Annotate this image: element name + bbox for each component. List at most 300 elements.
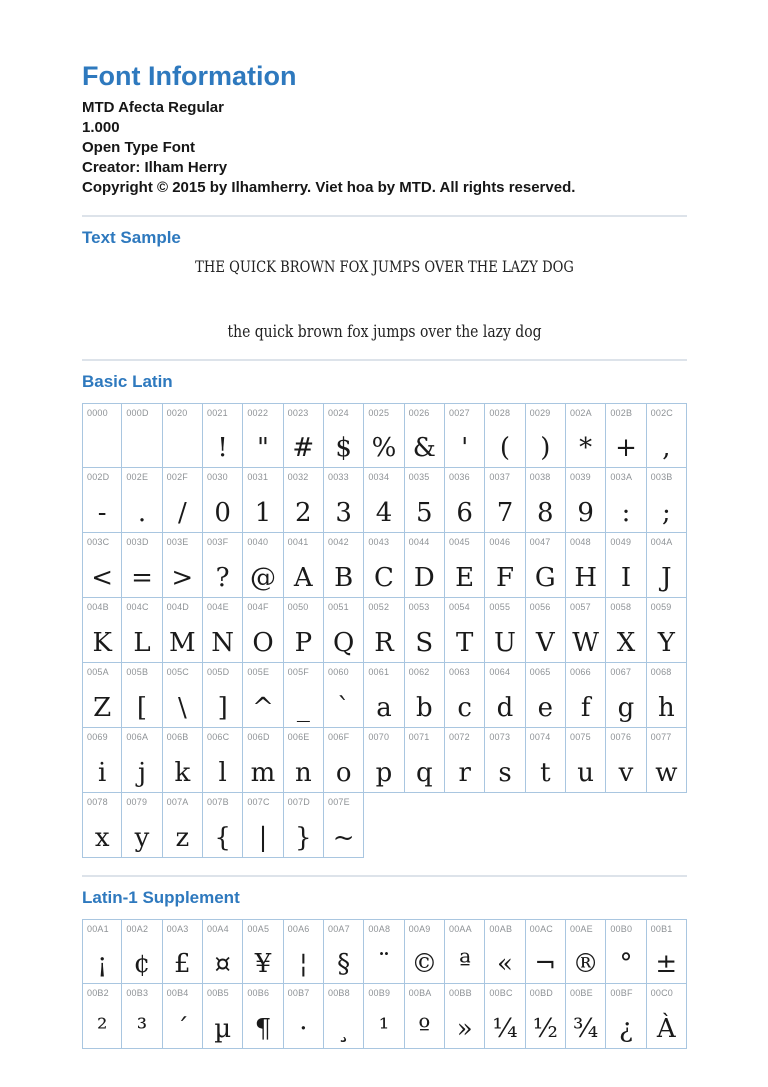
char-glyph: N [211, 628, 235, 658]
char-glyph: / [177, 498, 187, 528]
char-glyph: S [415, 628, 434, 658]
char-code: 0022 [247, 408, 269, 418]
char-cell [284, 663, 324, 728]
char-code: 0052 [368, 602, 390, 612]
char-glyph: \ [177, 693, 187, 723]
char-glyph: 3 [335, 498, 352, 528]
char-code: 00C0 [650, 988, 673, 998]
char-cell [445, 663, 485, 728]
char-glyph: ³ [136, 1014, 148, 1044]
char-code: 004C [126, 602, 149, 612]
char-code: 00B7 [287, 988, 310, 998]
char-code: 00B0 [610, 924, 633, 934]
char-glyph: ¬ [534, 949, 557, 979]
char-cell [284, 468, 324, 533]
char-code: 0065 [529, 667, 551, 677]
char-glyph: K [92, 628, 112, 658]
font-type: Open Type Font [82, 139, 196, 156]
char-code: 0032 [287, 472, 309, 482]
char-glyph: ± [655, 949, 678, 979]
char-code: 00BD [529, 988, 553, 998]
char-cell [324, 468, 364, 533]
char-code: 0027 [448, 408, 470, 418]
char-glyph: ¥ [254, 949, 272, 979]
char-code: 003B [650, 472, 673, 482]
char-cell [82, 793, 122, 858]
char-cell [243, 663, 283, 728]
char-code: 004D [166, 602, 189, 612]
char-code: 0074 [529, 732, 551, 742]
char-code: 0028 [489, 408, 511, 418]
char-glyph: R [374, 628, 394, 658]
char-glyph: § [337, 949, 351, 979]
char-cell [526, 403, 566, 468]
char-code: 006D [247, 732, 270, 742]
char-glyph: i [98, 758, 107, 788]
char-glyph: k [174, 758, 191, 788]
char-cell [82, 984, 122, 1049]
char-cell [647, 728, 687, 793]
char-glyph: À [656, 1014, 676, 1044]
char-cell [526, 533, 566, 598]
char-code: 0058 [610, 602, 632, 612]
char-glyph: J [661, 563, 672, 593]
char-glyph: z [175, 823, 190, 853]
char-cell [203, 793, 243, 858]
section-heading-basic-latin: Basic Latin [82, 372, 173, 391]
char-code: 005C [166, 667, 189, 677]
char-code: 00A5 [247, 924, 270, 934]
char-cell [243, 984, 283, 1049]
font-name: MTD Afecta Regular [82, 99, 224, 116]
char-glyph: = [131, 563, 153, 593]
char-cell [485, 598, 525, 663]
char-cell [163, 919, 203, 984]
char-glyph: $ [335, 433, 352, 463]
char-code: 007C [247, 797, 270, 807]
char-glyph: V [535, 628, 555, 658]
char-cell [163, 533, 203, 598]
char-cell [243, 919, 283, 984]
char-code: 0026 [408, 408, 430, 418]
char-cell [647, 919, 687, 984]
char-code: 0053 [408, 602, 430, 612]
char-code: 002C [650, 408, 673, 418]
char-glyph: u [577, 758, 595, 788]
char-code: 0067 [610, 667, 632, 677]
char-cell [566, 919, 606, 984]
char-glyph: @ [249, 563, 276, 593]
char-code: 007D [287, 797, 310, 807]
char-glyph: 0 [214, 498, 231, 528]
char-code: 007E [327, 797, 350, 807]
char-cell [485, 533, 525, 598]
char-glyph: Q [332, 628, 355, 658]
char-glyph: c [457, 693, 472, 723]
char-glyph: P [294, 628, 313, 658]
char-cell [526, 663, 566, 728]
char-code: 0078 [87, 797, 108, 807]
char-glyph: e [537, 693, 554, 723]
char-code: 005B [126, 667, 149, 677]
char-code: 00AA [448, 924, 472, 934]
char-glyph: : [621, 498, 631, 528]
char-glyph: µ [214, 1014, 232, 1044]
char-code: 006A [126, 732, 149, 742]
char-glyph: 6 [456, 498, 473, 528]
char-code: 0035 [408, 472, 430, 482]
char-glyph: - [97, 498, 107, 528]
char-cell [82, 533, 122, 598]
char-glyph: ^ [252, 693, 274, 723]
char-code: 0076 [610, 732, 632, 742]
char-cell [203, 403, 243, 468]
char-glyph: A [293, 563, 313, 593]
char-cell [243, 793, 283, 858]
char-code: 003D [126, 537, 149, 547]
char-glyph: _ [296, 693, 310, 723]
char-glyph: r [458, 758, 471, 788]
char-glyph: } [295, 823, 312, 853]
char-cell [82, 919, 122, 984]
char-glyph: Z [93, 693, 112, 723]
char-code: 004A [650, 537, 673, 547]
char-cell [122, 533, 162, 598]
divider [82, 215, 687, 217]
char-glyph: ² [96, 1014, 108, 1044]
char-glyph: £ [174, 949, 191, 979]
sample-text-lowercase: the quick brown fox jumps over the lazy dog [227, 322, 542, 342]
char-glyph: H [574, 563, 597, 593]
char-code: 0044 [408, 537, 430, 547]
char-glyph: W [572, 628, 600, 658]
char-code: 004F [247, 602, 269, 612]
char-code: 00AC [529, 924, 553, 934]
char-cell [203, 533, 243, 598]
char-code: 0060 [327, 667, 349, 677]
char-cell [122, 793, 162, 858]
char-code: 00B8 [327, 988, 350, 998]
char-glyph: , [662, 433, 671, 463]
char-code: 000D [126, 408, 149, 418]
char-cell [163, 403, 203, 468]
char-code: 00A7 [327, 924, 350, 934]
char-code: 0029 [529, 408, 551, 418]
char-glyph: X [616, 628, 636, 658]
char-code: 002F [166, 472, 188, 482]
section-heading-text-sample: Text Sample [82, 228, 181, 247]
char-code: 0072 [448, 732, 470, 742]
char-cell [284, 984, 324, 1049]
char-code: 006B [166, 732, 189, 742]
char-glyph: ! [217, 433, 228, 463]
char-code: 0068 [650, 667, 672, 677]
char-cell [405, 919, 445, 984]
char-code: 004B [87, 602, 109, 612]
char-code: 007B [206, 797, 229, 807]
char-glyph: 5 [416, 498, 433, 528]
char-glyph: ? [215, 563, 230, 593]
char-glyph: y [134, 823, 150, 853]
char-glyph: ½ [532, 1014, 558, 1044]
char-cell [405, 598, 445, 663]
char-code: 0059 [650, 602, 672, 612]
char-cell [203, 919, 243, 984]
char-cell [122, 984, 162, 1049]
char-code: 0037 [489, 472, 511, 482]
char-glyph: ¦ [298, 949, 308, 979]
font-version: 1.000 [82, 119, 120, 136]
char-code: 0054 [448, 602, 470, 612]
char-cell [203, 468, 243, 533]
char-code: 0063 [448, 667, 470, 677]
char-cell [445, 919, 485, 984]
char-glyph: · [299, 1014, 308, 1044]
char-glyph: F [495, 563, 515, 593]
char-code: 0036 [448, 472, 470, 482]
char-cell [445, 984, 485, 1049]
char-cell [566, 728, 606, 793]
char-cell [163, 793, 203, 858]
char-cell [566, 663, 606, 728]
char-glyph: ¼ [492, 1014, 518, 1044]
char-code: 005E [247, 667, 270, 677]
char-cell [606, 468, 646, 533]
char-glyph: T [455, 628, 474, 658]
char-code: 00BE [569, 988, 593, 998]
char-glyph: ¾ [573, 1014, 599, 1044]
char-code: 005D [206, 667, 230, 677]
char-code: 003E [166, 537, 189, 547]
char-glyph: ¡ [96, 949, 108, 979]
char-cell [324, 533, 364, 598]
char-cell [243, 403, 283, 468]
divider [82, 359, 687, 361]
char-code: 007A [166, 797, 189, 807]
char-glyph: % [371, 433, 397, 463]
char-cell [485, 919, 525, 984]
char-glyph: * [579, 433, 593, 463]
char-glyph: b [415, 693, 433, 723]
char-cell [122, 468, 162, 533]
char-code: 003A [610, 472, 633, 482]
char-glyph: I [620, 563, 632, 593]
char-cell [82, 403, 122, 468]
char-glyph [83, 419, 121, 467]
char-glyph: ¤ [214, 949, 231, 979]
char-code: 004E [206, 602, 229, 612]
char-cell [647, 533, 687, 598]
char-code: 0025 [368, 408, 390, 418]
char-glyph: ` [337, 693, 351, 723]
page-title: Font Information [82, 61, 297, 91]
char-cell [566, 468, 606, 533]
char-glyph [122, 419, 161, 467]
char-code: 0034 [368, 472, 390, 482]
char-cell [606, 533, 646, 598]
char-glyph: ) [540, 433, 551, 463]
char-cell [243, 728, 283, 793]
char-cell [324, 403, 364, 468]
char-code: 0062 [408, 667, 430, 677]
char-code: 003F [206, 537, 229, 547]
sample-text-uppercase: THE QUICK BROWN FOX JUMPS OVER THE LAZY DOG [195, 257, 574, 276]
char-cell [122, 663, 162, 728]
char-cell [163, 728, 203, 793]
char-cell [364, 533, 404, 598]
char-glyph: E [455, 563, 475, 593]
char-glyph: L [133, 628, 151, 658]
char-glyph: 4 [375, 498, 393, 528]
char-code: 005A [87, 667, 109, 677]
char-glyph: " [257, 433, 269, 463]
char-cell [324, 984, 364, 1049]
char-cell [203, 598, 243, 663]
char-cell [364, 728, 404, 793]
char-cell [485, 984, 525, 1049]
char-cell [284, 403, 324, 468]
char-glyph: | [258, 823, 268, 853]
char-cell [606, 984, 646, 1049]
char-code: 0040 [247, 537, 269, 547]
char-cell [445, 533, 485, 598]
char-code: 0031 [247, 472, 269, 482]
char-code: 0057 [569, 602, 591, 612]
char-code: 002B [610, 408, 633, 418]
char-glyph: M [169, 628, 196, 658]
char-code: 00B6 [247, 988, 270, 998]
char-code: 0050 [287, 602, 309, 612]
char-code: 0043 [368, 537, 390, 547]
char-cell [566, 533, 606, 598]
char-cell [526, 468, 566, 533]
char-glyph: ' [461, 433, 469, 463]
char-cell [203, 663, 243, 728]
char-glyph: f [580, 693, 591, 723]
char-cell [566, 984, 606, 1049]
char-code: 0021 [206, 408, 228, 418]
char-cell [485, 728, 525, 793]
font-copyright: Copyright © 2015 by Ilhamherry. Viet hoa by MTD. All rights reserved. [82, 179, 576, 196]
char-cell [122, 403, 162, 468]
char-cell [284, 919, 324, 984]
char-cell [324, 919, 364, 984]
char-cell [526, 728, 566, 793]
char-code: 0055 [489, 602, 511, 612]
char-code: 0049 [610, 537, 632, 547]
char-glyph: > [171, 563, 194, 593]
char-glyph: Y [657, 628, 675, 658]
char-glyph: & [412, 433, 436, 463]
char-code: 00AB [489, 924, 513, 934]
char-code: 00A6 [287, 924, 310, 934]
char-glyph: < [91, 563, 114, 593]
char-glyph: « [497, 949, 513, 979]
char-code: 0070 [368, 732, 390, 742]
char-glyph: ® [572, 949, 599, 979]
char-code: 005F [287, 667, 309, 677]
char-code: 0075 [569, 732, 591, 742]
char-cell [324, 728, 364, 793]
char-code: 00B3 [126, 988, 149, 998]
char-cell [405, 533, 445, 598]
char-glyph: 8 [537, 498, 554, 528]
char-glyph: ~ [332, 823, 355, 853]
char-code: 0038 [529, 472, 551, 482]
char-glyph: B [334, 563, 354, 593]
char-cell [606, 919, 646, 984]
char-cell [485, 663, 525, 728]
char-glyph: 7 [496, 498, 514, 528]
char-glyph: x [94, 823, 110, 853]
char-cell [364, 919, 404, 984]
char-glyph: ´ [175, 1014, 189, 1044]
char-code: 00A3 [166, 924, 189, 934]
char-glyph: . [137, 498, 147, 528]
char-code: 00A4 [206, 924, 229, 934]
char-code: 0033 [327, 472, 349, 482]
char-code: 00A8 [368, 924, 391, 934]
char-cell [243, 533, 283, 598]
char-glyph: ¸ [337, 1014, 351, 1044]
char-code: 00B9 [368, 988, 391, 998]
char-cell [526, 984, 566, 1049]
char-cell [526, 598, 566, 663]
char-glyph: » [456, 1014, 473, 1044]
char-code: 0066 [569, 667, 591, 677]
char-code: 00B2 [87, 988, 109, 998]
char-glyph: ª [458, 949, 471, 979]
char-code: 003C [87, 537, 110, 547]
char-cell [364, 598, 404, 663]
char-glyph: D [413, 563, 435, 593]
char-glyph: g [617, 693, 635, 723]
char-cell [647, 984, 687, 1049]
char-glyph: ¨ [377, 949, 391, 979]
char-code: 006C [206, 732, 230, 742]
char-cell [606, 663, 646, 728]
char-cell [324, 793, 364, 858]
char-glyph: © [411, 949, 438, 979]
char-cell [606, 728, 646, 793]
char-code: 00A9 [408, 924, 431, 934]
char-cell [485, 468, 525, 533]
char-glyph: p [375, 758, 393, 788]
char-cell [82, 598, 122, 663]
char-cell [163, 984, 203, 1049]
char-cell [606, 598, 646, 663]
char-cell [82, 468, 122, 533]
char-code: 0079 [126, 797, 148, 807]
char-glyph: w [655, 758, 678, 788]
char-cell [364, 663, 404, 728]
char-glyph: ° [619, 949, 633, 979]
char-glyph: ; [661, 498, 671, 528]
char-code: 00BB [448, 988, 472, 998]
char-glyph: n [294, 758, 312, 788]
char-cell [405, 663, 445, 728]
char-code: 0056 [529, 602, 551, 612]
char-code: 00BF [610, 988, 633, 998]
char-cell [284, 598, 324, 663]
char-cell [163, 468, 203, 533]
char-code: 006E [287, 732, 310, 742]
char-code: 002E [126, 472, 149, 482]
char-code: 006F [327, 732, 350, 742]
char-glyph: ( [499, 433, 511, 463]
char-cell [364, 468, 404, 533]
char-glyph: m [250, 758, 276, 788]
